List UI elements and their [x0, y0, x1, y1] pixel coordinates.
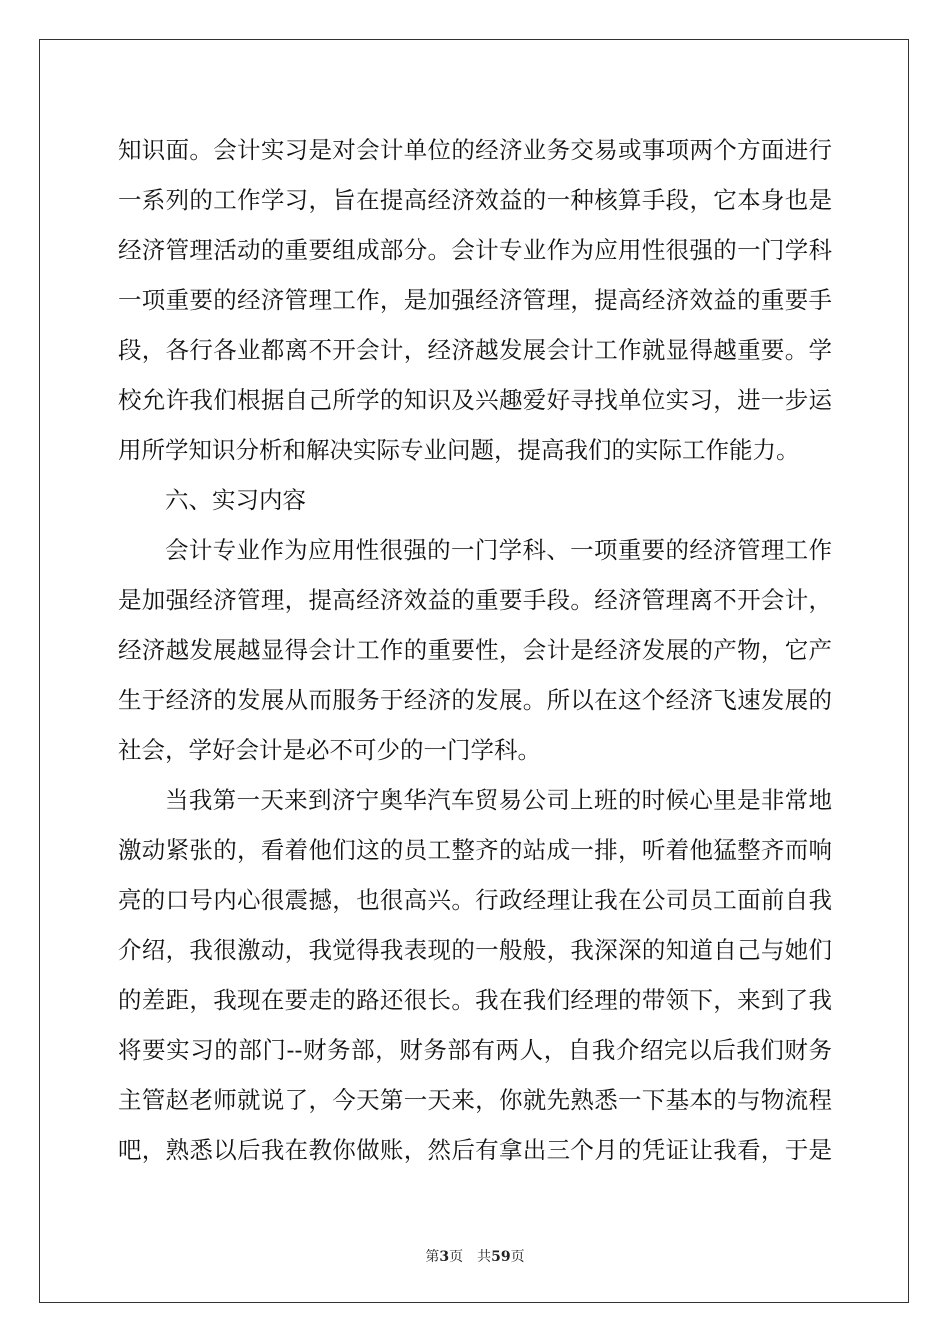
page-footer	[0, 1248, 950, 1266]
page-prefix: 第	[425, 1249, 440, 1265]
text-line: 段，各行各业都离不开会计，经济越发展会计工作就显得越重要。学	[118, 336, 832, 364]
page-suffix: 页	[449, 1249, 464, 1265]
page-current: 3	[439, 1249, 450, 1265]
text-line: 当我第一天来到济宁奥华汽车贸易公司上班的时候心里是非常地	[165, 786, 832, 814]
text-line: 一项重要的经济管理工作，是加强经济管理，提高经济效益的重要手	[118, 286, 832, 314]
text-line: 介绍，我很激动，我觉得我表现的一般般，我深深的知道自己与她们	[118, 936, 832, 964]
text-line: 经济越发展越显得会计工作的重要性，会计是经济发展的产物，它产	[118, 636, 832, 664]
text-line: 生于经济的发展从而服务于经济的发展。所以在这个经济飞速发展的	[118, 686, 832, 714]
text-line: 激动紧张的，看着他们这的员工整齐的站成一排，听着他猛整齐而响	[118, 836, 832, 864]
text-line: 知识面。会计实习是对会计单位的经济业务交易或事项两个方面进行	[118, 136, 832, 164]
text-line: 是加强经济管理，提高经济效益的重要手段。经济管理离不开会计，	[118, 586, 832, 614]
total-prefix: 共	[477, 1249, 492, 1265]
text-line: 一系列的工作学习，旨在提高经济效益的一种核算手段，它本身也是	[118, 186, 832, 214]
section-heading: 六、实习内容	[165, 486, 306, 514]
text-line: 亮的口号内心很震撼，也很高兴。行政经理让我在公司员工面前自我	[118, 886, 832, 914]
text-line: 主管赵老师就说了，今天第一天来，你就先熟悉一下基本的与物流程	[118, 1086, 832, 1114]
text-line: 的差距，我现在要走的路还很长。我在我们经理的带领下，来到了我	[118, 986, 832, 1014]
page-total: 59	[491, 1249, 511, 1265]
text-line: 社会，学好会计是必不可少的一门学科。	[118, 736, 541, 764]
text-line: 用所学知识分析和解决实际专业问题，提高我们的实际工作能力。	[118, 436, 800, 464]
text-line: 校允许我们根据自己所学的知识及兴趣爱好寻找单位实习，进一步运	[118, 386, 832, 414]
text-line: 经济管理活动的重要组成部分。会计专业作为应用性很强的一门学科	[118, 236, 832, 264]
text-line: 吧，熟悉以后我在教你做账，然后有拿出三个月的凭证让我看，于是	[118, 1136, 832, 1164]
total-suffix: 页	[510, 1249, 525, 1265]
text-line: 将要实习的部门--财务部，财务部有两人，自我介绍完以后我们财务	[118, 1036, 832, 1064]
text-line: 会计专业作为应用性很强的一门学科、一项重要的经济管理工作	[165, 536, 832, 564]
